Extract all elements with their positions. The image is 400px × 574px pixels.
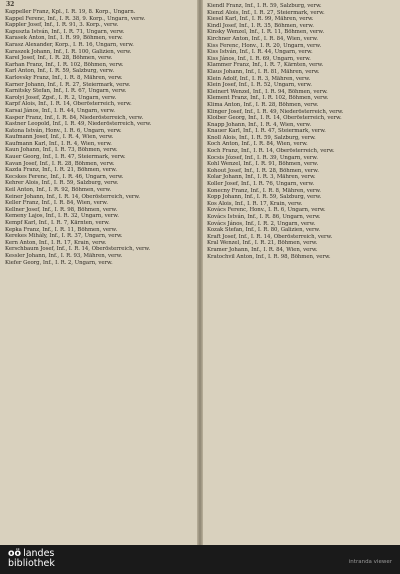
logo-mark: oö bbox=[8, 548, 22, 559]
logo-line-2: bibliothek bbox=[8, 558, 55, 569]
viewer-footer bbox=[0, 545, 400, 574]
register-entry: Kirchner Anton, Inf., I. R. 84, Wien, verw. bbox=[207, 35, 318, 42]
register-entry: Kleinert Wenzel, Inf., I. R. 94, Böhmen, verw. bbox=[207, 88, 328, 95]
register-entry: Kovács János, Inf., I. R. 2, Ungarn, verw. bbox=[207, 220, 316, 227]
register-entry: Kovács István, Inf., I. R. 86, Ungarn, verw. bbox=[207, 214, 321, 220]
register-entry: Kauer Georg, Inf., I. R. 47, Steiermark, verw. bbox=[5, 154, 126, 161]
register-entry: Katona István, Honv., I. R. 6, Ungarn, verw. bbox=[5, 127, 122, 134]
register-entry: Kratochvil Anton, Inf., I. R. 98, Böhmen, verw. bbox=[207, 253, 331, 260]
register-entry: Kiefer Georg, Inf., I. R. 2, Ungarn, verw. bbox=[5, 259, 113, 266]
register-entry: Koch Anton, Inf., I. R. 84, Wien, verw. bbox=[207, 141, 308, 148]
register-entry: Karel Josef, Inf., I. R. 28, Böhmen, verw. bbox=[5, 55, 113, 62]
register-entry: Kaun Johann, Inf., I. R. 73, Böhmen, verw. bbox=[5, 147, 118, 154]
register-entry: Kolar Johann, Inf., I. R. 3, Mähren, verw. bbox=[207, 174, 316, 181]
register-entry: Knapp Johann, Inf., I. R. 4, Wien, verw. bbox=[207, 121, 311, 128]
register-entry: Kloiber Georg, Inf., I. R. 14, Oberösterreich, verw. bbox=[207, 115, 342, 122]
register-entry: Kiss Ferenc, Honv., I. R. 20, Ungarn, verw. bbox=[207, 42, 322, 49]
register-entry: Kocsis József, Inf., I. R. 39, Ungarn, verw. bbox=[207, 154, 318, 161]
register-entry: Kral Wenzel, Inf., I. R. 21, Böhmen, verw. bbox=[207, 240, 318, 247]
register-entry: Klammer Franz, Inf., I. R. 7, Kärnten, verw. bbox=[207, 62, 324, 69]
register-entry: Kappel Ferenc, Inf., I. R. 38, 9. Korp., Ungarn, verw. bbox=[5, 15, 146, 22]
register-entry: Kempf Karl, Inf., I. R. 7, Kärnten, verw. bbox=[5, 220, 110, 226]
register-entry: Kindl Josef, Inf., I. R. 35, Böhmen, verw. bbox=[207, 22, 314, 29]
register-entry: Kern Anton, Inf., I. R. 17, Krain, verw. bbox=[5, 239, 107, 246]
register-entry: Klein Adolf, Inf., I. R. 3, Mähren, verw. bbox=[207, 75, 311, 82]
logo-line-1: landes bbox=[23, 548, 55, 559]
register-entry: Kazda Franz, Inf., I. R. 21, Böhmen, verw. bbox=[5, 167, 117, 174]
register-entry: Koch Franz, Inf., I. R. 14, Oberösterreich, verw. bbox=[207, 148, 335, 155]
register-entry: Kavan Josef, Inf., I. R. 28, Böhmen, verw. bbox=[5, 160, 115, 167]
register-entry: Karasz Alexander, Korp., I. R. 16, Ungarn, verw. bbox=[5, 41, 134, 48]
register-entry: Karasek Anton, Inf., I. R. 99, Böhmen, verw. bbox=[5, 35, 123, 42]
register-entry: Kohout Josef, Inf., I. R. 28, Böhmen, verw. bbox=[207, 167, 319, 174]
register-entry: Konecny Franz, Inf., I. R. 8, Mähren, verw. bbox=[207, 187, 321, 194]
right-column bbox=[207, 3, 397, 260]
register-entry: Kessler Johann, Inf., I. R. 93, Mähren, verw. bbox=[5, 252, 123, 259]
register-entry: Knoll Alois, Inf., I. R. 59, Salzburg, verw. bbox=[207, 134, 316, 141]
register-entry: Keil Anton, Inf., I. R. 92, Böhmen, verw. bbox=[5, 187, 112, 194]
register-entry: Karsai János, Inf., I. R. 44, Ungarn, verw. bbox=[5, 107, 115, 114]
register-entry: Kraft Josef, Inf., I. R. 14, Oberösterreich, verw. bbox=[207, 233, 333, 240]
register-entry: Karaszek Johann, Inf., I. R. 100, Galizien, verw. bbox=[5, 48, 132, 55]
register-entry: Kramer Johann, Inf., I. R. 84, Wien, verw. bbox=[207, 246, 318, 253]
register-entry: Kienzl Alois, Inf., I. R. 27, Steiermark, verw. bbox=[207, 9, 325, 16]
register-entry: Koller Josef, Inf., I. R. 76, Ungarn, verw. bbox=[207, 181, 315, 188]
register-entry: Kellner Josef, Inf., I. R. 98, Böhmen, verw. bbox=[5, 206, 118, 213]
register-entry: Kerekes Mihály, Inf., I. R. 37, Ungarn, verw. bbox=[5, 233, 123, 240]
register-entry: Kos Alois, Inf., I. R. 17, Krain, verw. bbox=[207, 200, 303, 207]
register-entry: Karpf Alois, Inf., I. R. 14, Oberösterreich, verw. bbox=[5, 101, 132, 108]
viewer-credit[interactable]: intranda viewer bbox=[348, 559, 392, 565]
register-entry: Keller Franz, Inf., I. R. 84, Wien, verw. bbox=[5, 200, 108, 207]
register-entry: Kiss János, Inf., I. R. 69, Ungarn, verw. bbox=[207, 55, 311, 62]
register-entry: Kemeny Lajos, Inf., I. R. 32, Ungarn, verw. bbox=[5, 213, 119, 220]
library-logo[interactable] bbox=[8, 549, 55, 569]
left-column bbox=[5, 9, 195, 266]
register-entry: Kaufmann Karl, Inf., I. R. 4, Wien, verw. bbox=[5, 140, 112, 147]
register-entry: Klinger Josef, Inf., I. R. 49, Niederösterreich, verw. bbox=[207, 108, 344, 115]
register-entry: Karolyi Josef, Zgsf., I. R. 2, Ungarn, verw. bbox=[5, 94, 117, 101]
register-entry: Kehrer Alois, Inf., I. R. 59, Salzburg, verw. bbox=[5, 180, 119, 187]
register-entry: Kerschbaum Josef, Inf., I. R. 14, Oberösterreich, verw. bbox=[5, 246, 151, 253]
register-entry: Karlovsky Franz, Inf., I. R. 8, Mähren, verw. bbox=[5, 74, 123, 81]
page-number: 32 bbox=[6, 1, 15, 8]
register-entry: Karl Anton, Inf., I. R. 59, Salzburg, verw. bbox=[5, 68, 115, 75]
register-entry: Kapuszta István, Inf., I. R. 71, Ungarn, verw. bbox=[5, 28, 125, 35]
register-entry: Klein Josef, Inf., I. R. 52, Ungarn, verw. bbox=[207, 82, 312, 89]
register-entry: Kastner Leopold, Inf., I. R. 49, Niederösterreich, verw. bbox=[5, 121, 152, 128]
register-entry: Karhan Franz, Inf., I. R. 102, Böhmen, verw. bbox=[5, 61, 124, 68]
register-entry: Keiner Johann, Inf., I. R. 14, Oberösterreich, verw. bbox=[5, 193, 140, 200]
register-entry: Kecskes Ferenc, Inf., I. R. 46, Ungarn, verw. bbox=[5, 173, 124, 180]
register-entry: Kaufmann Josef, Inf., I. R. 4, Wien, verw. bbox=[5, 134, 114, 141]
register-entry: Kappeller Franz, Kpl., I. R. 19, 8. Korp., Ungarn. bbox=[5, 9, 136, 15]
register-entry: Kasper Franz, Inf., I. R. 84, Niederösterreich, verw. bbox=[5, 114, 144, 121]
register-entry: Kinsky Wenzel, Inf., I. R. 11, Böhmen, verw. bbox=[207, 29, 325, 36]
register-entry: Kovács Ferenc, Honv., I. R. 6, Ungarn, verw. bbox=[207, 207, 326, 214]
register-entry: Kappler Josef, Inf., I. R. 91, 3. Korp., verw. bbox=[5, 22, 119, 29]
register-entry: Klement Franz, Inf., I. R. 102, Böhmen, verw. bbox=[207, 95, 329, 102]
register-entry: Kiendl Franz, Inf., I. R. 59, Salzburg, verw. bbox=[207, 3, 322, 9]
register-entry: Karner Johann, Inf., I. R. 27, Steiermark, verw. bbox=[5, 81, 131, 88]
register-entry: Kopp Johann, Inf., I. R. 59, Salzburg, verw. bbox=[207, 194, 322, 201]
register-entry: Kohl Wenzel, Inf., I. R. 91, Böhmen, verw. bbox=[207, 161, 319, 168]
register-entry: Karnitsky Stefan, Inf., I. R. 67, Ungarn, verw. bbox=[5, 88, 127, 95]
register-entry: Kozak Stefan, Inf., I. R. 80, Galizien, verw. bbox=[207, 227, 321, 234]
register-entry: Kiss István, Inf., I. R. 44, Ungarn, verw. bbox=[207, 49, 313, 56]
register-entry: Kiesel Karl, Inf., I. R. 99, Mähren, verw. bbox=[207, 16, 314, 23]
book-gutter bbox=[197, 0, 203, 545]
register-entry: Kepka Franz, Inf., I. R. 11, Böhmen, verw. bbox=[5, 226, 118, 233]
register-entry: Klima Anton, Inf., I. R. 28, Böhmen, verw. bbox=[207, 101, 319, 108]
register-entry: Klaus Johann, Inf., I. R. 81, Mähren, verw. bbox=[207, 68, 320, 75]
register-entry: Knauer Karl, Inf., I. R. 47, Steiermark, verw. bbox=[207, 128, 326, 135]
